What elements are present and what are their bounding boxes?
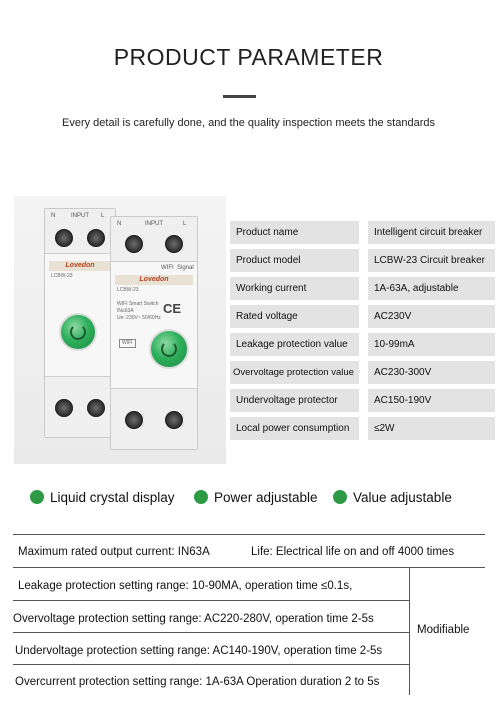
parameter-table (230, 219, 495, 443)
breaker-right-bottom (111, 388, 197, 449)
breaker-right-spec-2: IN≤63A (117, 308, 134, 314)
table-divider (13, 534, 485, 535)
table-divider (13, 664, 410, 665)
terminal-n-label: N (51, 213, 56, 219)
power-button-icon (149, 329, 189, 369)
wifi-status-label: WIFI (161, 265, 174, 271)
breaker-left-top (45, 209, 115, 254)
parameter-value: 10-99mA (368, 333, 495, 356)
parameter-value: LCBW-23 Circuit breaker (368, 249, 495, 272)
parameter-value: AC230-300V (368, 361, 495, 384)
spec-row-leakage: Leakage protection setting range: 10-90MA, operation time ≤0.1s, (18, 580, 353, 592)
parameter-row (230, 219, 495, 247)
feature-label: Power adjustable (214, 490, 318, 505)
terminal-input-label: INPUT (71, 213, 89, 219)
terminal-screw-icon (165, 411, 183, 429)
breaker-right-spec-1: WIFI Smart Switch (117, 301, 159, 307)
terminal-screw-icon (165, 235, 183, 253)
breaker-left-model: LCBW-23 (51, 273, 73, 279)
terminal-screw-icon (125, 411, 143, 429)
page-subtitle: Every detail is carefully done, and the quality inspection meets the standards (62, 117, 435, 129)
parameter-label: Product name (230, 221, 359, 244)
life-text: Life: Electrical life on and off 4000 times (251, 546, 455, 558)
terminal-l-label: L (101, 213, 105, 219)
parameter-label: Rated voltage (230, 305, 359, 328)
breaker-right-top (111, 217, 197, 262)
breaker-left-brand: Lovedon (49, 261, 111, 271)
spec-row-undervoltage: Undervoltage protection setting range: AC140-190V, operation time 2-5s (15, 645, 383, 657)
breaker-right-spec-3: Ue: 230V~ 50/60Hz (117, 315, 161, 321)
terminal-input-label: INPUT (145, 221, 163, 227)
table-divider (13, 567, 485, 568)
title-underline (223, 95, 256, 98)
terminal-screw-icon (55, 229, 73, 247)
parameter-value: AC150-190V (368, 389, 495, 412)
spec-row-overcurrent: Overcurrent protection setting range: 1A-63A Operation duration 2 to 5s (15, 676, 380, 688)
ce-mark: CE (163, 301, 182, 316)
breaker-left-bottom (45, 376, 115, 437)
breaker-right-brand: Lovedon (115, 275, 193, 285)
terminal-screw-icon (87, 399, 105, 417)
feature-label: Liquid crystal display (50, 490, 175, 505)
terminal-l-label: L (183, 221, 187, 227)
parameter-row (230, 359, 495, 387)
spec-table (13, 534, 485, 695)
breaker-left (44, 208, 116, 438)
signal-status-label: Signal (177, 265, 194, 271)
parameter-row (230, 387, 495, 415)
spec-row-overvoltage: Overvoltage protection setting range: AC220-280V, operation time 2-5s (13, 613, 374, 625)
parameter-row (230, 303, 495, 331)
parameter-label: Undervoltage protector (230, 389, 359, 412)
max-current-text: Maximum rated output current: IN63A (18, 546, 210, 558)
terminal-n-label: N (117, 221, 122, 227)
wifi-badge-icon: WIFI (119, 339, 136, 348)
parameter-row (230, 247, 495, 275)
feature-list (28, 489, 488, 509)
parameter-row (230, 275, 495, 303)
parameter-label: Working current (230, 277, 359, 300)
feature-item (333, 489, 452, 509)
terminal-screw-icon (55, 399, 73, 417)
green-dot-icon (30, 490, 44, 504)
parameter-value: 1A-63A, adjustable (368, 277, 495, 300)
feature-item (194, 489, 318, 509)
green-dot-icon (333, 490, 347, 504)
table-vertical-divider (409, 567, 410, 695)
parameter-value: Intelligent circuit breaker (368, 221, 495, 244)
parameter-row (230, 331, 495, 359)
green-dot-icon (194, 490, 208, 504)
terminal-screw-icon (87, 229, 105, 247)
power-button-icon (59, 313, 97, 351)
page-title: PRODUCT PARAMETER (113, 44, 384, 70)
parameter-label: Local power consumption (230, 417, 359, 440)
breaker-right (110, 216, 198, 450)
parameter-label: Leakage protection value (230, 333, 359, 356)
terminal-screw-icon (125, 235, 143, 253)
parameter-value: ≤2W (368, 417, 495, 440)
table-divider (13, 600, 410, 601)
parameter-value: AC230V (368, 305, 495, 328)
breaker-right-model: LCBW-23 (117, 287, 139, 293)
feature-label: Value adjustable (353, 490, 452, 505)
feature-item (30, 489, 175, 509)
product-image (14, 196, 226, 464)
table-divider (13, 632, 410, 633)
parameter-row (230, 415, 495, 443)
parameter-label: Overvoltage protection value (230, 361, 359, 384)
modifiable-text: Modifiable (417, 624, 470, 636)
parameter-label: Product model (230, 249, 359, 272)
